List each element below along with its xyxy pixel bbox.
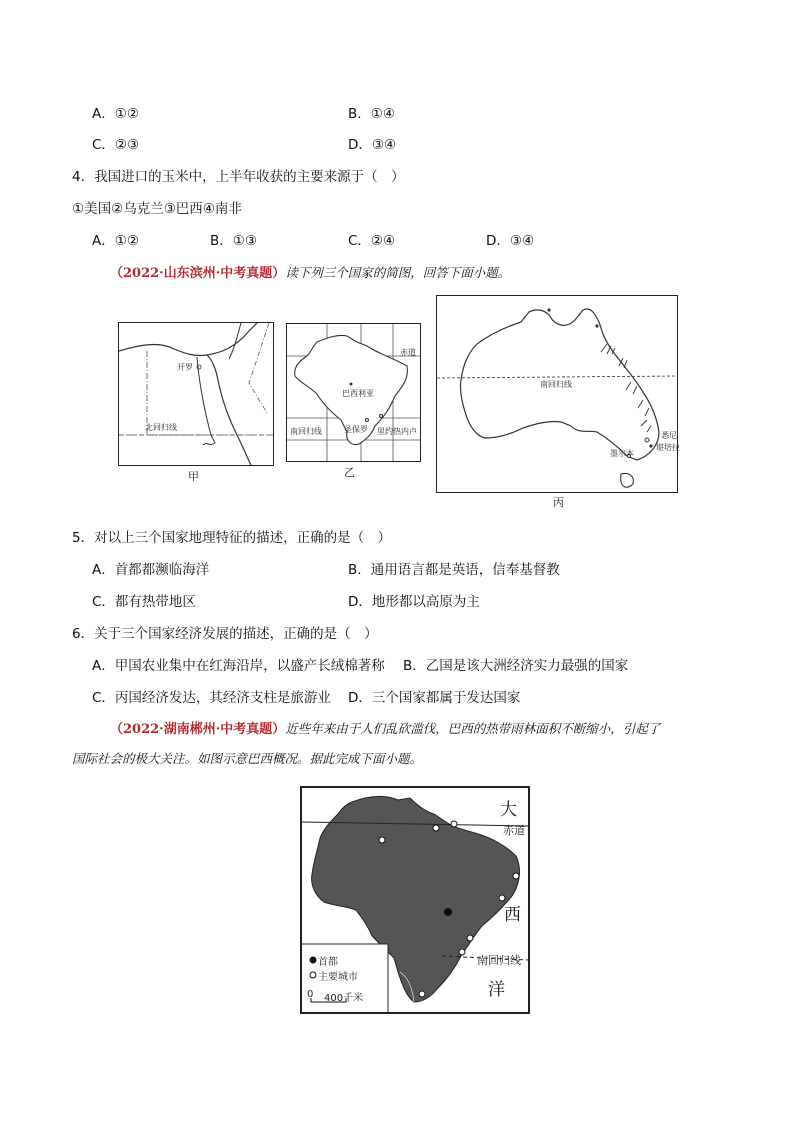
egypt-city-label: 开罗 [177, 363, 193, 372]
q4-option-c: C．②④ [348, 233, 396, 249]
q4-stem: 4．我国进口的玉米中，上半年收获的主要来源于（ ） [72, 169, 405, 185]
brazil-small-capital: 巴西利亚 [342, 389, 374, 398]
ocean-char-1: 大 [500, 800, 517, 820]
q3-option-a: A．①② [92, 106, 139, 122]
passage2-text2: 国际社会的极大关注。如图示意巴西概况。据此完成下面小题。 [72, 751, 423, 766]
ocean-char-3: 洋 [488, 980, 505, 1000]
q6-stem: 6．关于三个国家经济发展的描述，正确的是（ ） [72, 626, 378, 642]
map-australia [436, 295, 678, 493]
q4-option-a: A．①② [92, 233, 139, 249]
q6-option-d: D．三个国家都属于发达国家 [348, 690, 521, 706]
brazil-large-equator: 赤道 [503, 824, 525, 837]
q5-option-d: D．地形都以高原为主 [348, 594, 480, 610]
q4-option-d: D．③④ [486, 233, 535, 249]
legend-city-label: 主要城市 [318, 972, 358, 983]
q5-option-a: A．首都都濒临海洋 [92, 562, 210, 578]
passage2-text1: 近些年来由于人们乱砍滥伐，巴西的热带雨林面积不断缩小，引起了 [285, 721, 661, 736]
q5-option-b: B．通用语言都是英语，信奉基督教 [348, 562, 560, 578]
brazil-small-tropic: 南回归线 [290, 427, 322, 436]
australia-tropic: 南回归线 [540, 380, 572, 389]
egypt-caption: 甲 [188, 470, 199, 483]
q5-stem: 5．对以上三个国家地理特征的描述，正确的是（ ） [72, 530, 392, 546]
scale-zero: 0 [307, 989, 314, 1000]
map-egypt [118, 322, 274, 466]
passage2-line1 [110, 718, 660, 737]
q3-option-b: B．①④ [348, 106, 395, 122]
australia-city3: 堪培拉 [656, 443, 680, 452]
australia-city2: 悉尼 [661, 431, 677, 440]
q6-option-b: B．乙国是该大洲经济实力最强的国家 [403, 658, 629, 674]
legend-capital-label: 首都 [318, 957, 338, 968]
q5-option-c: C．都有热带地区 [92, 594, 196, 610]
scale-label: 400千米 [324, 993, 364, 1004]
q4-option-b: B．①③ [210, 233, 257, 249]
brazil-small-city2: 里约热内卢 [377, 427, 417, 436]
australia-caption: 丙 [553, 496, 564, 509]
passage1-text: 读下列三个国家的简图，回答下面小题。 [285, 265, 511, 280]
passage2-source: （2022·湖南郴州·中考真题） [110, 722, 286, 737]
q3-option-c: C．②③ [92, 137, 140, 153]
brazil-large-tropic: 南回归线 [477, 954, 521, 967]
passage1 [110, 262, 510, 281]
australia-city1: 墨尔本 [610, 449, 634, 458]
egypt-tropic-label: 北回归线 [145, 423, 177, 432]
brazil-small-caption: 乙 [344, 466, 355, 479]
brazil-small-city1: 圣保罗 [344, 425, 368, 434]
q4-items: ①美国②乌克兰③巴西④南非 [72, 201, 242, 217]
q3-option-d: D．③④ [348, 137, 397, 153]
brazil-small-equator: 赤道 [400, 348, 416, 357]
passage1-source: （2022·山东滨州·中考真题） [110, 266, 286, 281]
q6-option-c: C．丙国经济发达，其经济支柱是旅游业 [92, 690, 331, 706]
ocean-char-2: 西 [504, 905, 521, 925]
q6-option-a: A．甲国农业集中在红海沿岸，以盛产长绒棉著称 [92, 658, 385, 674]
